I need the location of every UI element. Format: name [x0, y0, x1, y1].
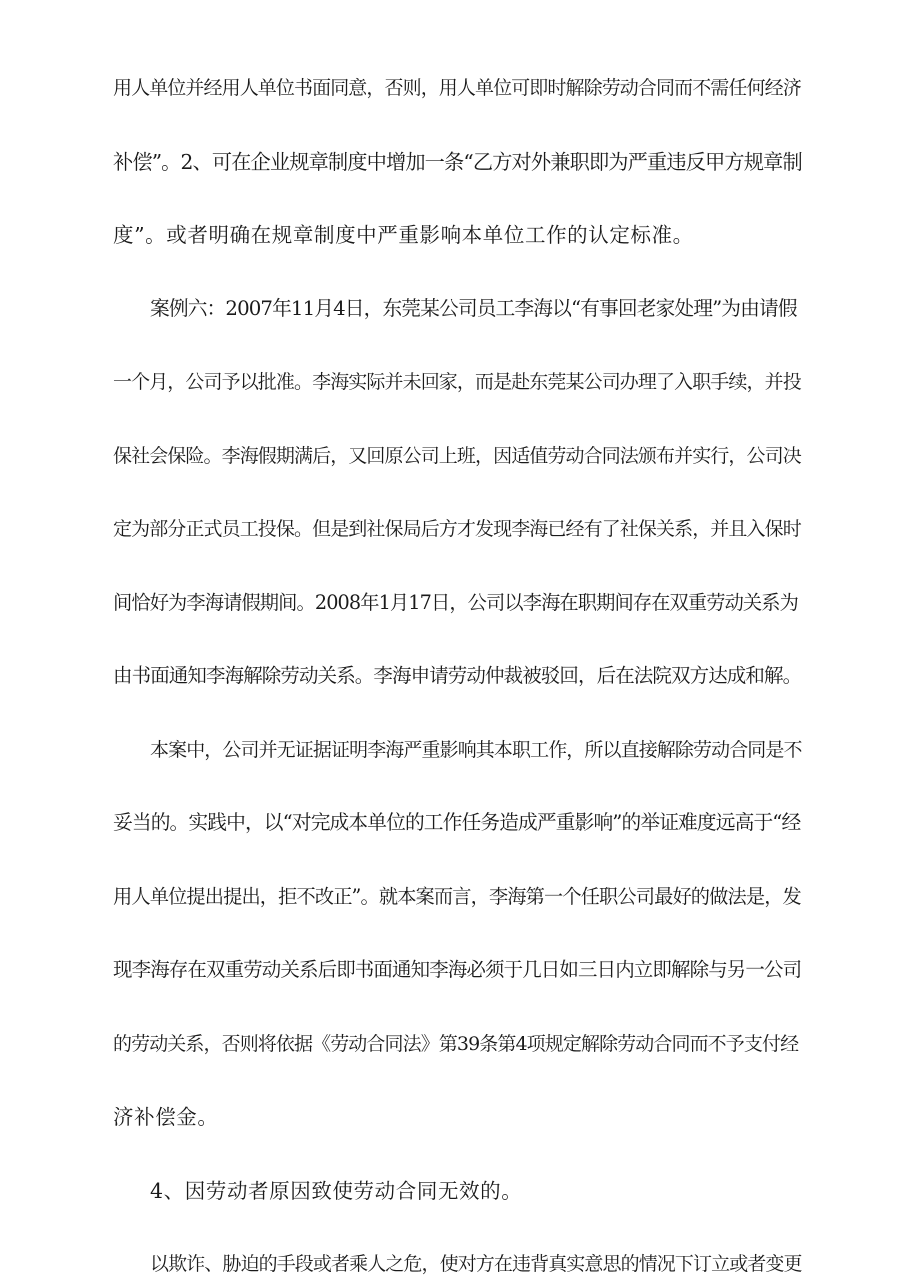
text-line: 间恰好为李海请假期间。2008年1月17日，公司以李海在职期间存在双重劳动关系为	[113, 591, 798, 614]
text-line: 妥当的。实践中，以“对完成本单位的工作任务造成严重影响”的举证难度远高于“经	[113, 811, 801, 834]
text-line: 用人单位并经用人单位书面同意，否则，用人单位可即时解除劳动合同而不需任何经济	[113, 77, 801, 99]
text-line: 的劳动关系，否则将依据《劳动合同法》第39条第4项规定解除劳动合同而不予支付经	[113, 1033, 799, 1055]
text-line: 济补偿金。	[113, 1105, 219, 1129]
text-line: 案例六：2007年11月4日，东莞某公司员工李海以“有事回老家处理”为由请假	[150, 297, 797, 320]
text-line: 以欺诈、胁迫的手段或者乘人之危，使对方在违背真实意思的情况下订立或者变更	[150, 1253, 802, 1275]
text-line: 保社会保险。李海假期满后，又回原公司上班，因适值劳动合同法颁布并实行，公司决	[113, 445, 801, 467]
text-line: 定为部分正式员工投保。但是到社保局后方才发现李海已经有了社保关系，并且入保时	[113, 518, 801, 540]
text-line: 现李海存在双重劳动关系后即书面通知李海必须于几日如三日内立即解除与另一公司	[113, 958, 802, 981]
text-line: 用人单位提出提出，拒不改正”。就本案而言，李海第一个任职公司最好的做法是，发	[113, 885, 801, 908]
text-line: 本案中，公司并无证据证明李海严重影响其本职工作，所以直接解除劳动合同是不	[150, 739, 802, 761]
text-line: 一个月，公司予以批准。李海实际并未回家，而是赴东莞某公司办理了入职手续，并投	[113, 371, 801, 393]
text-line: 度”。或者明确在规章制度中严重影响本单位工作的认定标准。	[113, 223, 694, 247]
text-line: 由书面通知李海解除劳动关系。李海申请劳动仲裁被驳回，后在法院双方达成和解。	[113, 664, 802, 687]
text-line: 补偿”。2、可在企业规章制度中增加一条“乙方对外兼职即为严重违反甲方规章制	[113, 150, 802, 174]
text-line: 4、因劳动者原因致使劳动合同无效的。	[150, 1179, 523, 1203]
